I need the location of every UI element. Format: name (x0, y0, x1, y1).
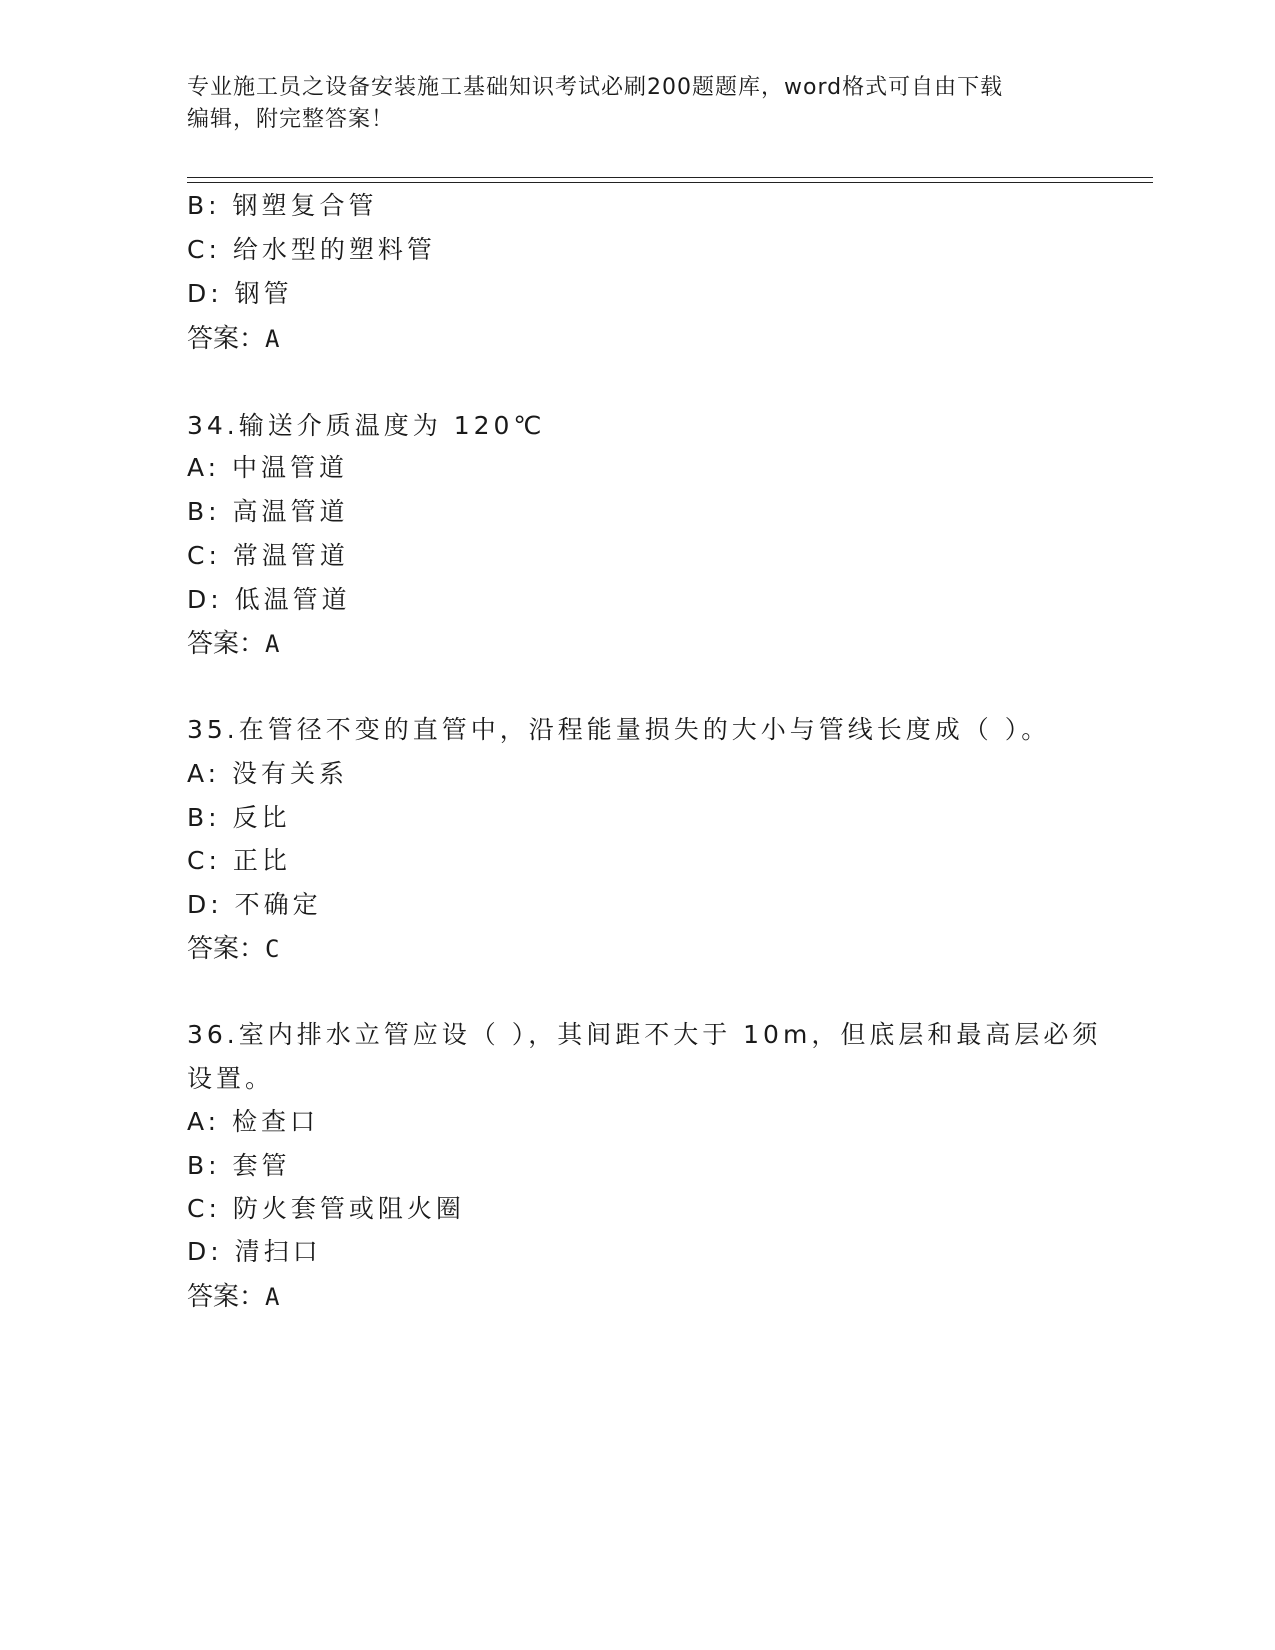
question-34-answer (187, 623, 279, 660)
question-34-option-d: D: 低温管道 (187, 585, 351, 614)
question-34-option-b: B: 高温管道 (187, 497, 349, 526)
header-title-line-1: 专业施工员之设备安装施工基础知识考试必刷200题题库，word格式可自由下载 (187, 75, 1004, 100)
question-34-option-a: A: 中温管道 (187, 453, 349, 482)
document-header (187, 72, 1077, 136)
question-34-stem: 34.输送介质温度为 120℃ (187, 411, 546, 440)
option-d: D: 钢管 (187, 279, 293, 308)
question-35-option-a: A: 没有关系 (187, 759, 349, 788)
question-35-option-b: B: 反比 (187, 803, 291, 832)
header-title-line-2: 编辑，附完整答案！ (187, 107, 395, 132)
question-34-option-c: C: 常温管道 (187, 541, 349, 570)
question-35-option-d: D: 不确定 (187, 890, 322, 919)
question-36-stem-line-1: 36.室内排水立管应设（ ），其间距不大于 10m，但底层和最高层必须 (187, 1020, 1102, 1049)
answer-line (187, 318, 279, 355)
answer-label: 答案： (187, 1282, 266, 1312)
answer-label: 答案： (187, 629, 266, 659)
header-divider-bottom (187, 182, 1153, 183)
question-36-option-d: D: 清扫口 (187, 1237, 322, 1266)
answer-label: 答案： (187, 934, 266, 964)
question-36-option-a: A: 检查口 (187, 1107, 320, 1136)
answer-value: A (265, 630, 280, 658)
option-c: C: 给水型的塑料管 (187, 235, 436, 264)
answer-value: A (265, 325, 280, 353)
header-divider-top (187, 177, 1153, 178)
question-36-stem-line-2: 设置。 (187, 1064, 275, 1093)
answer-value: C (265, 935, 280, 963)
option-b: B: 钢塑复合管 (187, 191, 378, 220)
question-35-stem: 35.在管径不变的直管中，沿程能量损失的大小与管线长度成（ ）。 (187, 715, 1051, 744)
answer-label: 答案： (187, 324, 266, 354)
answer-value: A (265, 1283, 280, 1311)
question-36-option-b: B: 套管 (187, 1151, 291, 1180)
question-36-option-c: C: 防火套管或阻火圈 (187, 1194, 465, 1223)
question-35-option-c: C: 正比 (187, 846, 291, 875)
question-36-answer (187, 1276, 279, 1313)
question-35-answer (187, 928, 279, 965)
